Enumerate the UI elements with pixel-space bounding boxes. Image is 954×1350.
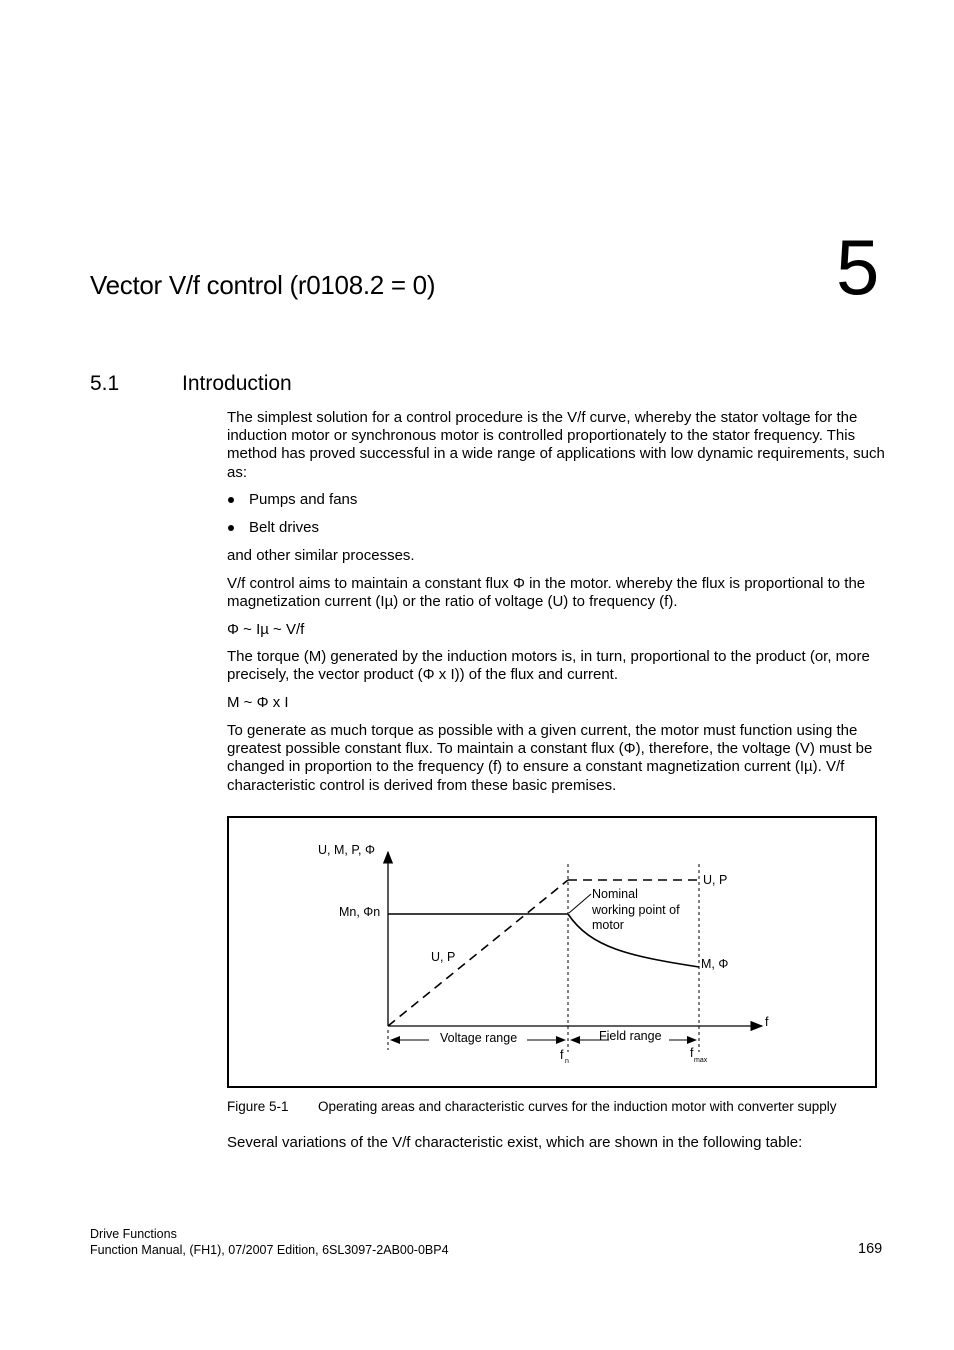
nominal-label-line: motor — [592, 918, 624, 932]
bullet-icon — [228, 525, 234, 531]
paragraph-variations: Several variations of the V/f characteristic exist, which are shown in the following table: — [227, 1134, 803, 1151]
m-phi-label: M, Φ — [701, 957, 729, 971]
formula-torque: M ~ Φ x I — [227, 694, 289, 711]
figure-frame — [227, 816, 877, 1088]
paragraph-processes: and other similar processes. — [227, 547, 415, 564]
paragraph-torque: The torque (M) generated by the induction motors is, in turn, proportional to the product (or, more precisely, the vector product (Φ x I)) of the flux and current. — [227, 648, 870, 684]
footer-doc-title: Drive Functions — [90, 1227, 177, 1241]
bullet-icon — [228, 497, 234, 503]
figure-caption-text: Operating areas and characteristic curves for the induction motor with converter supply — [318, 1099, 837, 1114]
section-number: 5.1 — [90, 372, 120, 395]
fn-label: f — [560, 1048, 564, 1062]
paragraph-flux: V/f control aims to maintain a constant flux Φ in the motor. whereby the flux is proportional to the magnetization current (Iµ) or the ratio of voltage (U) to frequency (f). — [227, 575, 866, 611]
torque-field-weakening-curve — [568, 914, 699, 967]
nominal-point-pointer — [569, 894, 591, 913]
nominal-label-line: working point of — [592, 903, 680, 917]
voltage-ramp-line — [388, 880, 568, 1026]
chapter-number: 5 — [836, 223, 880, 311]
list-item-text: Belt drives — [249, 519, 320, 536]
formula-flux: Φ ~ Iµ ~ V/f — [227, 621, 305, 638]
voltage-range-label: Voltage range — [440, 1031, 518, 1045]
up-field-label: U, P — [703, 873, 728, 887]
paragraph-intro: The simplest solution for a control procedure is the V/f curve, whereby the stator voltage for the induction motor or synchronous motor is controlled proportionately to the stator frequency. This method has proved successful in a wide range of applications with low dynamic requirements, such as: — [227, 409, 885, 481]
mn-phin-label: Mn, Φn — [339, 905, 381, 919]
fn-subscript: n — [565, 1058, 569, 1065]
fmax-subscript: max — [694, 1057, 708, 1064]
x-axis-label: f — [765, 1015, 769, 1029]
y-axis-label: U, M, P, Φ — [318, 843, 375, 857]
figure-caption-number: Figure 5-1 — [227, 1099, 289, 1114]
footer-doc-edition: Function Manual, (FH1), 07/2007 Edition, 6SL3097-2AB00-0BP4 — [90, 1243, 449, 1257]
vf-characteristic-diagram — [229, 818, 879, 1090]
nominal-label-line: Nominal — [592, 887, 638, 901]
page-number: 169 — [858, 1241, 883, 1257]
paragraph-premises: To generate as much torque as possible with a given current, the motor must function using the greatest possible constant flux. To maintain a constant flux (Φ), therefore, the voltage (V) must be changed in proportion to the frequency (f) to ensure a constant magnetization current (Iµ). V/f characteristic control is derived from these basic premises. — [227, 722, 873, 794]
chapter-title: Vector V/f control (r0108.2 = 0) — [90, 270, 436, 300]
fmax-label: f — [690, 1046, 694, 1060]
field-range-label: Field range — [599, 1029, 662, 1043]
up-voltage-label: U, P — [431, 950, 456, 964]
list-item-text: Pumps and fans — [249, 491, 358, 508]
section-title: Introduction — [182, 372, 292, 395]
